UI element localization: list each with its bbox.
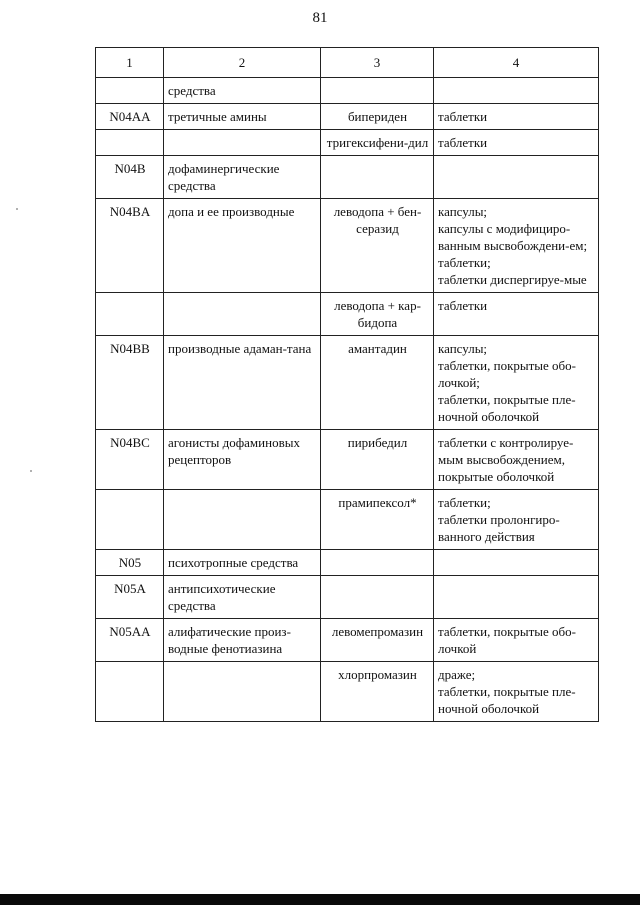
- atc-code-cell: [96, 130, 164, 156]
- atc-code-cell: N04BA: [96, 199, 164, 293]
- drug-name-cell: тригексифени-дил: [321, 130, 434, 156]
- atc-code-cell: [96, 78, 164, 104]
- table-row: [96, 576, 599, 619]
- table-body: [96, 48, 599, 722]
- table-row: [96, 78, 599, 104]
- pharmacological-group-cell: средства: [164, 78, 321, 104]
- drug-name-cell: бипериден: [321, 104, 434, 130]
- atc-code-cell: N05A: [96, 576, 164, 619]
- dosage-forms-cell: [434, 576, 599, 619]
- dosage-forms-cell: [434, 336, 599, 430]
- drug-classification-table: [95, 47, 599, 722]
- drug-name-cell: [321, 78, 434, 104]
- drug-name-cell: леводопа + бен-серазид: [321, 199, 434, 293]
- dosage-form-item: таблетки, покрытые обо-лочкой: [438, 624, 576, 656]
- table-row: [96, 619, 599, 662]
- atc-code-cell: N04B: [96, 156, 164, 199]
- dosage-forms-cell: [434, 156, 599, 199]
- dosage-form-item: таблетки, покрытые пле-ночной оболочкой: [438, 684, 576, 716]
- table-row: [96, 490, 599, 550]
- pharmacological-group-cell: психотропные средства: [164, 550, 321, 576]
- dosage-form-item: таблетки, покрытые обо-лочкой;: [438, 358, 576, 390]
- dosage-forms-cell: [434, 104, 599, 130]
- pharmacological-group-cell: [164, 130, 321, 156]
- table-row: [96, 156, 599, 199]
- dosage-form-item: таблетки: [438, 298, 488, 313]
- atc-code-cell: [96, 662, 164, 722]
- table-row: [96, 336, 599, 430]
- table-row: [96, 662, 599, 722]
- scan-speck: [30, 470, 32, 472]
- column-header-1: 1: [96, 48, 164, 78]
- drug-name-cell: пирибедил: [321, 430, 434, 490]
- column-header-4: 4: [434, 48, 599, 78]
- dosage-form-item: капсулы;: [438, 204, 488, 219]
- atc-code-cell: N04BB: [96, 336, 164, 430]
- column-header-2: 2: [164, 48, 321, 78]
- dosage-form-item: таблетки: [438, 135, 488, 150]
- table-row: [96, 293, 599, 336]
- scan-bottom-border: [0, 894, 640, 905]
- pharmacological-group-cell: производные адаман-тана: [164, 336, 321, 430]
- pharmacological-group-cell: дофаминергические средства: [164, 156, 321, 199]
- pharmacological-group-cell: [164, 490, 321, 550]
- dosage-forms-cell: [434, 619, 599, 662]
- drug-name-cell: хлорпромазин: [321, 662, 434, 722]
- scan-speck: [16, 208, 18, 210]
- dosage-forms-cell: [434, 130, 599, 156]
- dosage-forms-cell: [434, 78, 599, 104]
- dosage-form-item: таблетки пролонгиро-ванного действия: [438, 512, 560, 544]
- drug-name-cell: [321, 156, 434, 199]
- pharmacological-group-cell: агонисты дофаминовых рецепторов: [164, 430, 321, 490]
- atc-code-cell: N05: [96, 550, 164, 576]
- atc-code-cell: [96, 293, 164, 336]
- table-row: [96, 430, 599, 490]
- dosage-form-item: таблетки;: [438, 495, 491, 510]
- pharmacological-group-cell: допа и ее производные: [164, 199, 321, 293]
- atc-code-cell: N04BC: [96, 430, 164, 490]
- pharmacological-group-cell: алифатические произ-водные фенотиазина: [164, 619, 321, 662]
- drug-name-cell: [321, 576, 434, 619]
- pharmacological-group-cell: [164, 662, 321, 722]
- dosage-form-item: таблетки диспергируе-мые: [438, 272, 587, 287]
- drug-name-cell: левомепромазин: [321, 619, 434, 662]
- pharmacological-group-cell: антипсихотические средства: [164, 576, 321, 619]
- dosage-form-item: таблетки;: [438, 255, 491, 270]
- dosage-forms-cell: [434, 550, 599, 576]
- dosage-form-item: драже;: [438, 667, 476, 682]
- table-row: [96, 199, 599, 293]
- dosage-form-item: капсулы;: [438, 341, 488, 356]
- atc-code-cell: [96, 490, 164, 550]
- pharmacological-group-cell: [164, 293, 321, 336]
- table-row: [96, 104, 599, 130]
- atc-code-cell: N05AA: [96, 619, 164, 662]
- table-row: [96, 130, 599, 156]
- column-header-3: 3: [321, 48, 434, 78]
- dosage-form-item: таблетки, покрытые пле-ночной оболочкой: [438, 392, 576, 424]
- dosage-form-item: таблетки: [438, 109, 488, 124]
- pharmacological-group-cell: третичные амины: [164, 104, 321, 130]
- table-row: [96, 550, 599, 576]
- dosage-forms-cell: [434, 430, 599, 490]
- dosage-form-item: капсулы с модифициро-ванным высвобождени-ем;: [438, 221, 588, 253]
- drug-name-cell: [321, 550, 434, 576]
- dosage-forms-cell: [434, 490, 599, 550]
- dosage-form-item: таблетки с контролируе-мым высвобождением, покрытые оболочкой: [438, 435, 574, 484]
- drug-name-cell: прамипексол*: [321, 490, 434, 550]
- page-number: 81: [312, 10, 328, 26]
- dosage-forms-cell: [434, 199, 599, 293]
- drug-name-cell: амантадин: [321, 336, 434, 430]
- dosage-forms-cell: [434, 662, 599, 722]
- atc-code-cell: N04AA: [96, 104, 164, 130]
- dosage-forms-cell: [434, 293, 599, 336]
- drug-name-cell: леводопа + кар-бидопа: [321, 293, 434, 336]
- table-header-row: [96, 48, 599, 78]
